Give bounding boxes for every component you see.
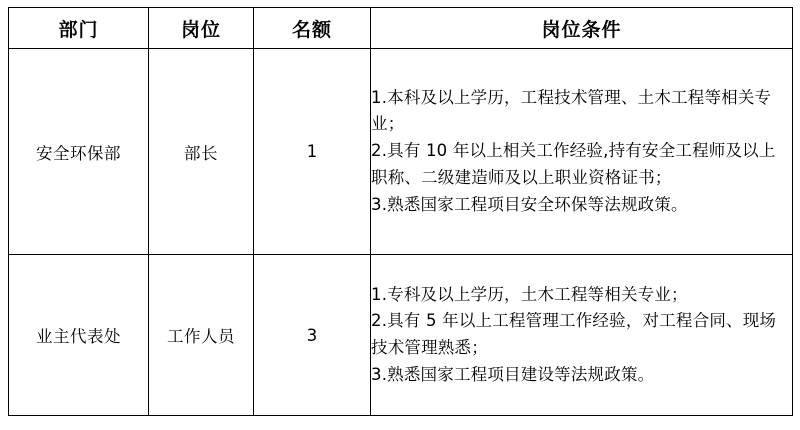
condition-item: 1.本科及以上学历，工程技术管理、土木工程等相关专业； (371, 87, 772, 134)
cell-department: 业主代表处 (9, 255, 149, 416)
condition-item: 1.专科及以上学历，土木工程等相关专业； (371, 284, 688, 304)
column-header-quota: 名额 (254, 8, 371, 49)
table-header-row (9, 8, 793, 49)
condition-item: 2.具有 5 年以上工程管理工作经验，对工程合同、现场技术管理熟悉； (371, 311, 777, 357)
job-requirements-table (8, 7, 793, 416)
cell-quota: 1 (254, 49, 371, 255)
cell-department: 安全环保部 (9, 49, 149, 255)
document-page (0, 7, 800, 430)
cell-conditions (371, 49, 793, 255)
cell-quota: 3 (254, 255, 371, 416)
table-header (9, 8, 793, 49)
column-header-position: 岗位 (149, 8, 254, 49)
column-header-department: 部门 (9, 8, 149, 49)
condition-item: 3.熟悉国家工程项目安全环保等法规政策。 (371, 194, 688, 214)
table-row (9, 49, 793, 255)
cell-conditions (371, 255, 793, 416)
condition-item: 3.熟悉国家工程项目建设等法规政策。 (371, 364, 655, 384)
cell-position: 部长 (149, 49, 254, 255)
condition-item: 2.具有 10 年以上相关工作经验,持有安全工程师及以上职称、二级建造师及以上职业资格证书； (371, 141, 776, 187)
table-body (9, 49, 793, 416)
cell-position: 工作人员 (149, 255, 254, 416)
table-row (9, 255, 793, 416)
column-header-conditions: 岗位条件 (371, 8, 793, 49)
